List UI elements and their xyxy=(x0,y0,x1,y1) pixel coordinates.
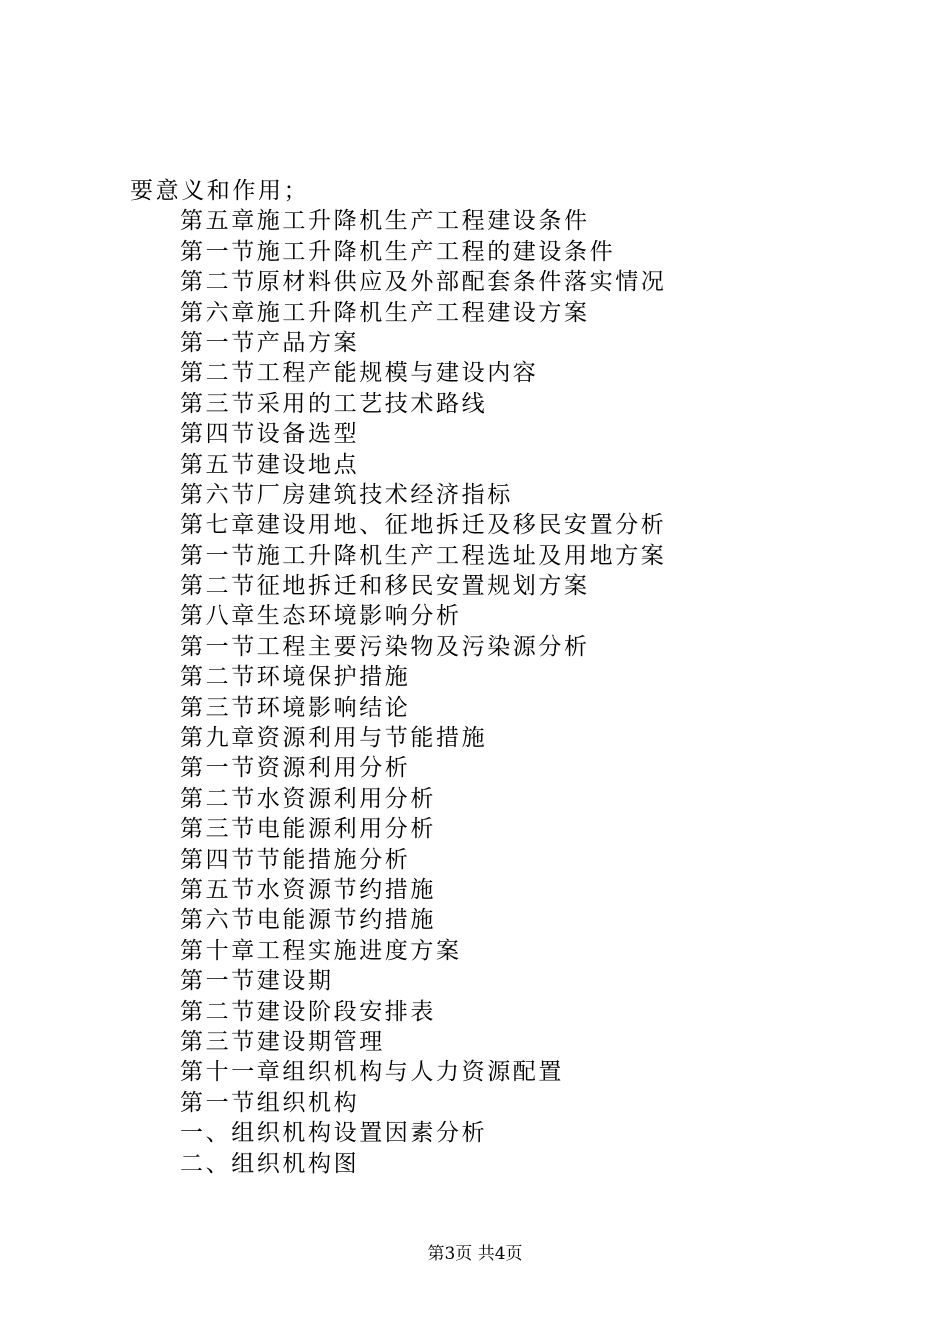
toc-line: 第二节征地拆迁和移民安置规划方案 xyxy=(180,573,590,600)
toc-line: 第二节工程产能规模与建设内容 xyxy=(180,360,539,387)
toc-line: 第五节水资源节约措施 xyxy=(180,876,436,903)
toc-line: 第六节电能源节约措施 xyxy=(180,907,436,934)
toc-line: 第一节资源利用分析 xyxy=(180,755,411,782)
toc-line: 第二节环境保护措施 xyxy=(180,664,411,691)
toc-line: 第五章施工升降机生产工程建设条件 xyxy=(180,208,590,235)
toc-line: 第一节工程主要污染物及污染源分析 xyxy=(180,633,590,660)
toc-line: 二、组织机构图 xyxy=(180,1150,360,1177)
document-body xyxy=(0,176,950,1179)
toc-line: 第二节水资源利用分析 xyxy=(180,785,436,812)
toc-line: 第八章生态环境影响分析 xyxy=(180,603,462,630)
toc-line: 第三节建设期管理 xyxy=(180,1028,385,1055)
toc-line: 第九章资源利用与节能措施 xyxy=(180,725,488,752)
toc-line: 第三节电能源利用分析 xyxy=(180,816,436,843)
toc-line: 第七章建设用地、征地拆迁及移民安置分析 xyxy=(180,512,667,539)
toc-line: 第四节节能措施分析 xyxy=(180,846,411,873)
toc-line: 第一节产品方案 xyxy=(180,329,360,356)
toc-line: 第四节设备选型 xyxy=(180,421,360,448)
toc-line: 第二节原材料供应及外部配套条件落实情况 xyxy=(180,269,667,296)
toc-line: 第一节施工升降机生产工程选址及用地方案 xyxy=(180,542,667,569)
toc-line: 第十一章组织机构与人力资源配置 xyxy=(180,1059,564,1086)
toc-line: 第一节施工升降机生产工程的建设条件 xyxy=(180,238,616,265)
continuation-line: 要意义和作用； xyxy=(130,178,310,204)
toc-line: 第六章施工升降机生产工程建设方案 xyxy=(180,299,590,326)
toc-line: 第一节建设期 xyxy=(180,968,334,995)
toc-line: 第一节组织机构 xyxy=(180,1089,360,1116)
toc-line: 第三节采用的工艺技术路线 xyxy=(180,390,488,417)
toc-line: 第六节厂房建筑技术经济指标 xyxy=(180,481,513,508)
toc-line: 一、组织机构设置因素分析 xyxy=(180,1120,488,1147)
toc-line: 第五节建设地点 xyxy=(180,451,360,478)
toc-line: 第三节环境影响结论 xyxy=(180,694,411,721)
page-number-footer: 第3页 共4页 xyxy=(427,1244,523,1264)
toc-line: 第十章工程实施进度方案 xyxy=(180,937,462,964)
toc-line: 第二节建设阶段安排表 xyxy=(180,998,436,1025)
